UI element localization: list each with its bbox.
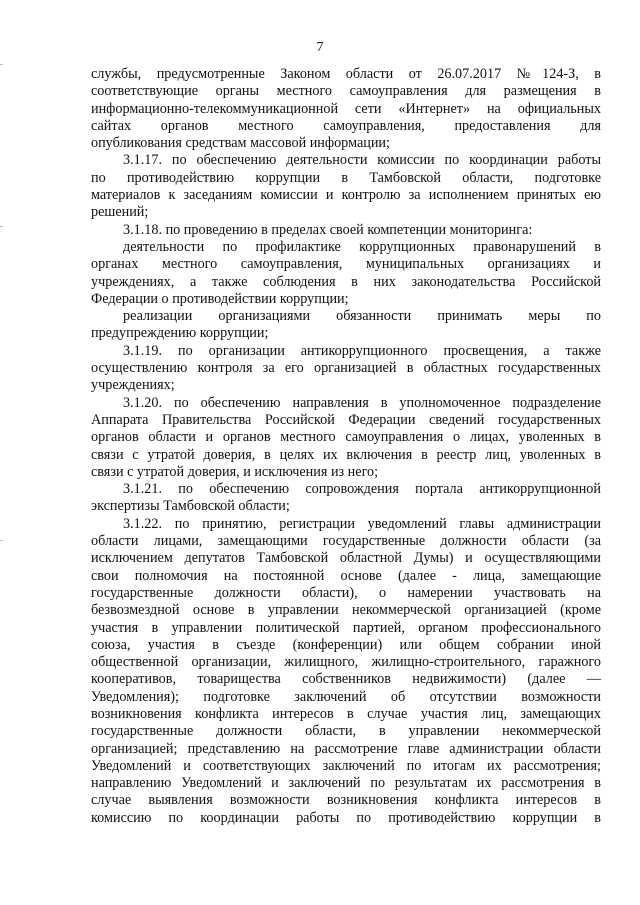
text-line: 3.1.17. по обеспечению деятельности комиссии по координации работы [123,152,601,169]
text-line: реализации организациями обязанности принимать меры по [123,308,601,325]
text-line: информационно-телекоммуникационной сети «Интернет» на официальных [91,100,601,117]
margin-mark [0,540,3,541]
page-number: 7 [316,40,324,55]
text-line: сайтах органов местного самоуправления, предоставления для [91,117,601,134]
text-line: союза, участия в съезде (конференции) или общем собрании иной [91,636,601,653]
text-line: кооперативов, товарищества собственников недвижимости) (далее — [91,671,601,688]
text-line: Уведомления); подготовке заключений об отсутствии возможности [91,688,601,705]
text-line: комиссию по координации работы по противодействию коррупции в [91,809,601,826]
text-line: 3.1.20. по обеспечению направления в уполномоченное подразделение [123,394,601,411]
text-line: возникновения конфликта интересов в случае участия лиц, замещающих [91,705,601,722]
text-line: области лицами, замещающими государственные должности области (за [91,533,601,550]
text-line: участия в управлении политической партией, органом профессионального [91,619,601,636]
text-line: направлению Уведомлений и заключений по результатам их рассмотрения в [91,775,601,792]
text-line: соответствующие органы местного самоуправления для размещения в [91,83,601,100]
text-line: деятельности по профилактике коррупционных правонарушений в [123,238,601,255]
document-body [91,66,601,827]
text-line: Федерации о противодействии коррупции; [91,290,349,307]
text-line: предупреждению коррупции; [91,325,269,342]
text-line: органов области и органов местного самоуправления о лицах, уволенных в [91,429,601,446]
text-line: Уведомлений и соответствующих заключений по итогам их рассмотрения; [91,757,601,774]
text-line: опубликования средствам массовой информации; [91,135,390,152]
text-line: 3.1.18. по проведению в пределах своей компетенции мониторинга: [123,221,533,238]
text-line: случае выявления возможности возникновения конфликта интересов в [91,792,601,809]
text-line: государственные должности области, в управлении некоммерческой [91,723,601,740]
text-line: безвозмездной основе в управлении некоммерческой организацией (кроме [91,602,601,619]
text-line: 3.1.22. по принятию, регистрации уведомлений главы администрации [123,515,601,532]
text-line: экспертизы Тамбовской области; [91,498,290,515]
text-line: решений; [91,204,149,221]
text-line: государственные должности области), о намерении участвовать на [91,584,601,601]
text-line: осуществлению контроля за его организацией в областных государственных [91,360,601,377]
text-line: материалов к заседаниям комиссии и контролю за исполнением принятых ею [91,187,601,204]
text-line: общественной организации, жилищного, жилищно-строительного, гаражного [91,654,601,671]
text-line: свои полномочия на постоянной основе (далее - лица, замещающие [91,567,601,584]
text-line: органах местного самоуправления, муниципальных организациях и [91,256,601,273]
text-line: учреждениях; [91,377,175,394]
text-line: организацией; представлению на рассмотрение главе администрации области [91,740,601,757]
text-line: исключением депутатов Тамбовской областной Думы) и осуществляющими [91,550,601,567]
text-line: 3.1.21. по обеспечению сопровождения портала антикоррупционной [123,481,601,498]
text-line: 3.1.19. по организации антикоррупционного просвещения, а также [123,342,601,359]
margin-mark [0,64,3,65]
margin-mark [0,226,3,227]
text-line: службы, предусмотренные Законом области от 26.07.2017 №124-З, в [91,66,601,82]
text-line: связи с утратой доверия, и исключения из него; [91,463,379,480]
text-line: учреждениях, а также соблюдения в них законодательства Российской [91,273,601,290]
text-line: по противодействию коррупции в Тамбовской области, подготовке [91,169,601,186]
text-line: связи с утратой доверия, в целях их включения в реестр лиц, уволенных в [91,446,601,463]
text-line: Аппарата Правительства Российской Федерации сведений государственных [91,411,601,428]
